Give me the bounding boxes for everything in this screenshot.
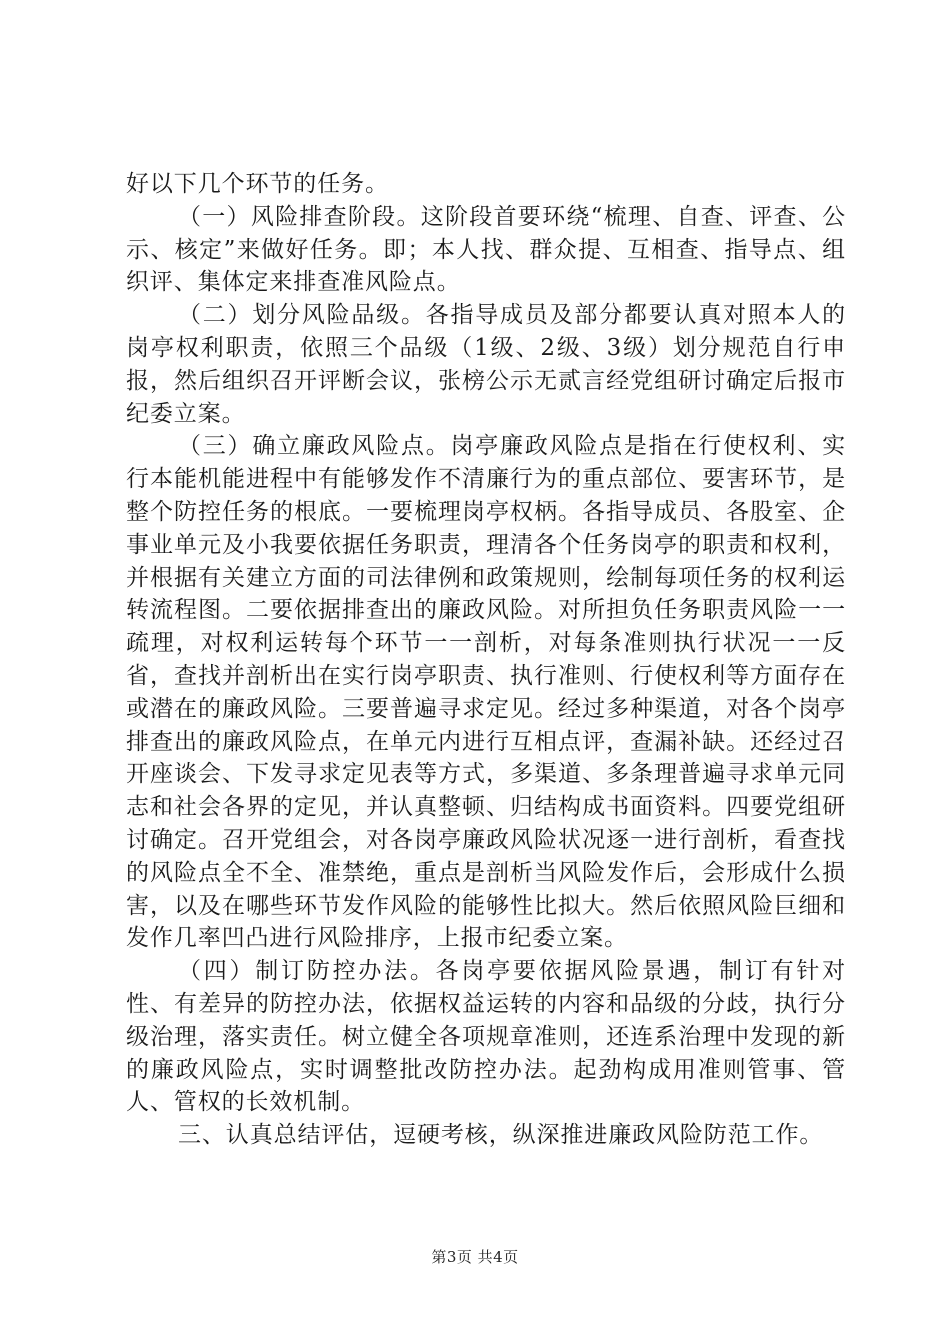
paragraph-risk-grading: （二）划分风险品级。各指导成员及部分都要认真对照本人的岗亭权利职责，依照三个品级（1级、2级、3级）划分规范自行申报，然后组织召开评断会议，张榜公示无贰言经党组研讨确定后报市纪委立案。 <box>126 302 846 427</box>
paragraph-risk-screening: （一）风险排查阶段。这阶段首要环绕“梳理、自查、评查、公示、核定”来做好任务。即；本人找、群众提、互相查、指导点、组织评、集体定来排查准风险点。 <box>126 203 846 296</box>
paragraph-intro: 好以下几个环节的任务。 <box>126 171 389 197</box>
page-footer: 第3页 共4页 <box>431 1248 519 1266</box>
paragraph-control-measures: （四）制订防控办法。各岗亭要依据风险景遇，制订有针对性、有差异的防控办法，依据权益运转的内容和品级的分歧，执行分级治理，落实责任。树立健全各项规章准则，还连系治理中发现的新的廉政风险点，实时调整批改防控办法。起劲构成用准则管事、管人、管权的长效机制。 <box>126 958 846 1116</box>
paragraph-risk-points: （三）确立廉政风险点。岗亭廉政风险点是指在行使权利、实行本能机能进程中有能够发作不清廉行为的重点部位、要害环节，是整个防控任务的根底。一要梳理岗亭权柄。各指导成员、各股室、企事业单元及小我要依据任务职责，理清各个任务岗亭的职责和权利，并根据有关建立方面的司法律例和政策规则，绘制每项任务的权利运转流程图。二要依据排查出的廉政风险。对所担负任务职责风险一一疏理，对权利运转每个环节一一剖析，对每条准则执行状况一一反省，查找并剖析出在实行岗亭职责、执行准则、行使权利等方面存在或潜在的廉政风险。三要普遍寻求定见。经过多种渠道，对各个岗亭排查出的廉政风险点，在单元内进行互相点评，查漏补缺。还经过召开座谈会、下发寻求定见表等方式，多渠道、多条理普遍寻求单元同志和社会各界的定见，并认真整顿、归结构成书面资料。四要党组研讨确定。召开党组会，对各岗亭廉政风险状况逐一进行剖析，看查找的风险点全不全、准禁绝，重点是剖析当风险发作后，会形成什么损害，以及在哪些环节发作风险的能够性比拟大。然后依照风险巨细和发作几率凹凸进行风险排序，上报市纪委立案。 <box>126 433 846 952</box>
document-body <box>126 168 846 1152</box>
paragraph-section-three: 三、认真总结评估，逗硬考核，纵深推进廉政风险防范工作。 <box>178 1122 824 1149</box>
